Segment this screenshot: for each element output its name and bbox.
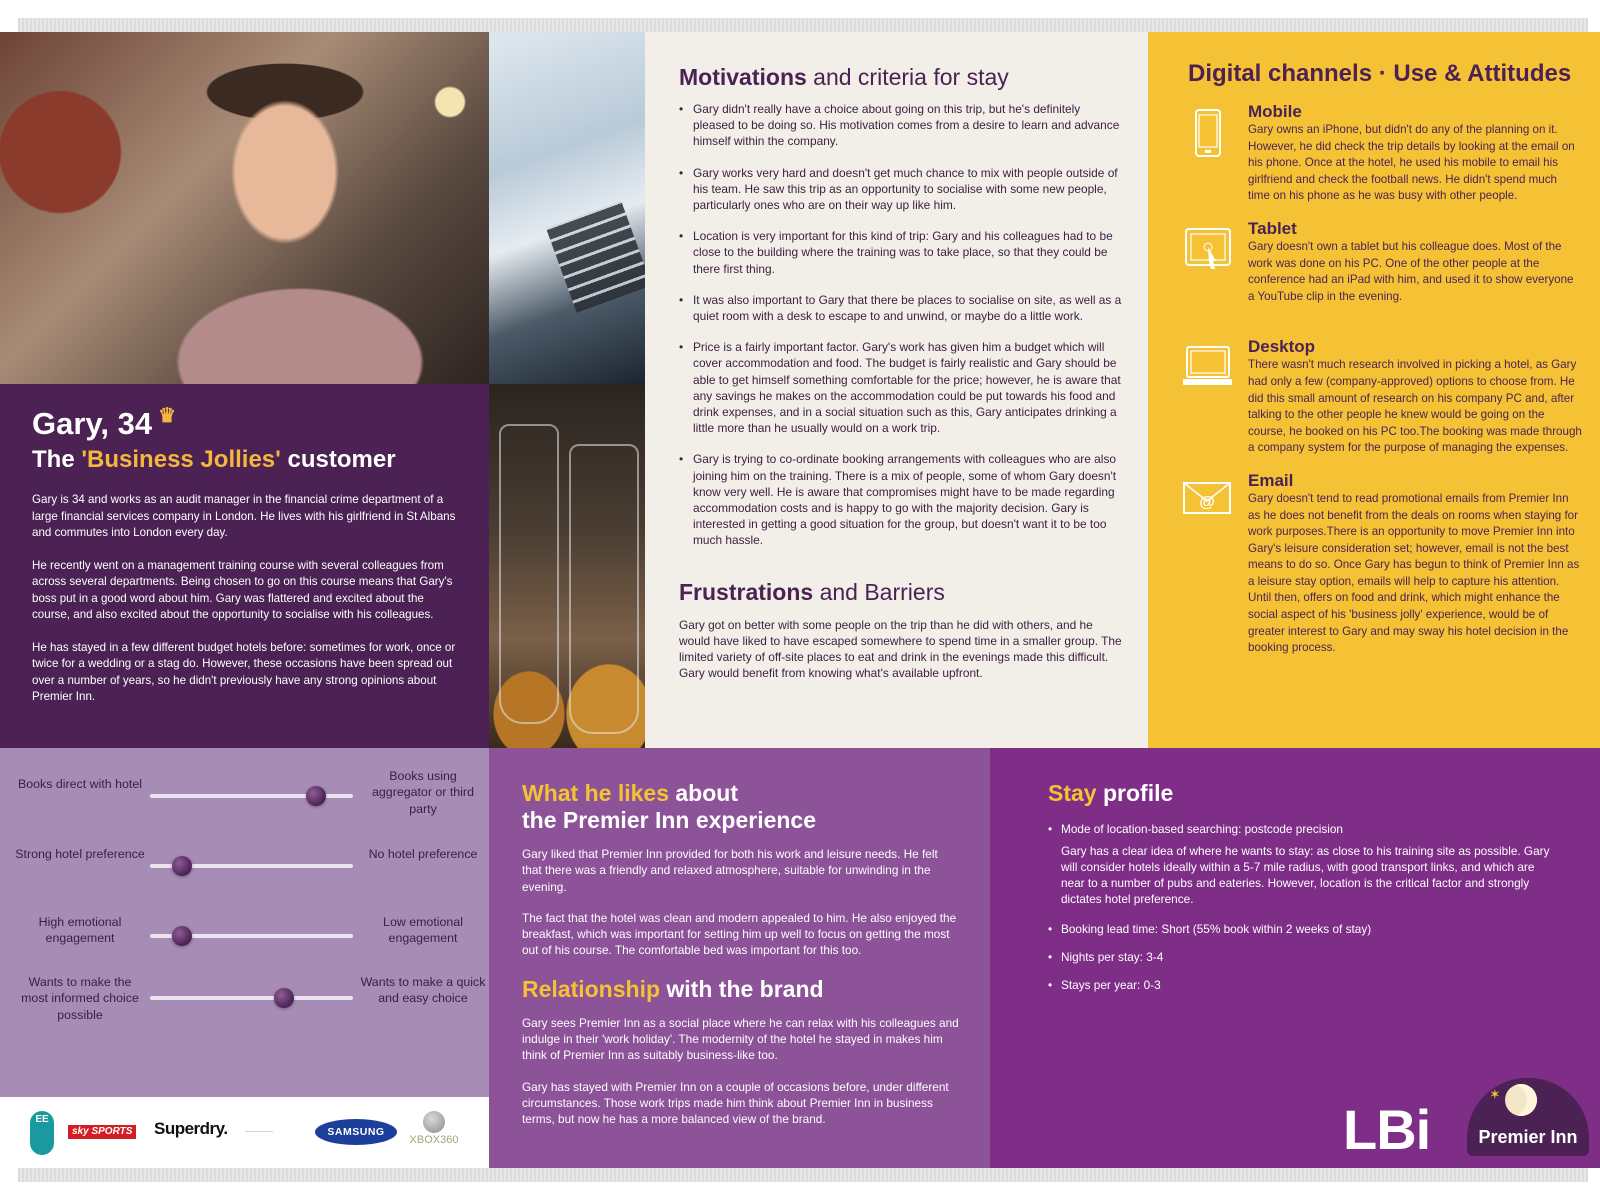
likes-paragraph: The fact that the hotel was clean and modern appealed to him. He also enjoyed the breakfast, which was important for setting him up well to focus on getting the most out of his course. The comfortable bed was important for this too. xyxy=(522,910,957,958)
relationship-paragraph: Gary has stayed with Premier Inn on a couple of occasions before, under different circumstances. Those work trips made him think about Premier Inn in business terms, but now he has a more balanced view of the brand. xyxy=(522,1079,949,1127)
motivations-heading-bold: Motivations xyxy=(679,64,807,90)
stay-heading xyxy=(1048,780,1550,807)
likes-heading-line2: the Premier Inn experience xyxy=(522,807,817,833)
frustrations-heading-bold: Frustrations xyxy=(679,578,814,605)
bio-paragraph: He has stayed in a few different budget hotels before: sometimes for work, once or twice for a wedding or a stag do. However, these occasions have been spread out over a number of years, so he didn't previously have any strong opinions about Premier Inn. xyxy=(32,640,456,703)
motivation-item: • Price is a fairly important factor. Gary's work has given him a budget which will cover accommodation and food. The budget is fairly realistic and Gary should be able to get himself something comfortable for the price; however, he is aware that any savings he makes on the accommodation could be put towards his food and drink expenses, and in a social situation such as this, Gary anticipates drinking a little more than he usually would on a work trip. xyxy=(679,339,1122,436)
motivations-list xyxy=(679,101,1122,549)
stay-heading-rest: profile xyxy=(1096,780,1174,806)
channel-title: Tablet xyxy=(1248,218,1297,238)
glass-outline xyxy=(499,424,559,724)
brand-logos-strip xyxy=(0,1097,489,1168)
relationship-paragraph: Gary sees Premier Inn as a social place where he can relax with his colleagues and indulge in their 'work holiday'. The modernity of the hotel he stayed in makes him think of Premier Inn as suitably business-like too. xyxy=(522,1015,959,1063)
channel-title: Desktop xyxy=(1248,337,1316,357)
premier-inn-logo-text: Premier Inn xyxy=(1478,1127,1578,1147)
stay-heading-highlight: Stay xyxy=(1048,780,1097,806)
preference-sliders-panel xyxy=(0,748,489,1097)
xbox-ball-icon xyxy=(423,1111,445,1133)
stay-bullet: • Booking lead time: Short (55% book within 2 weeks of stay) xyxy=(1048,921,1550,937)
motivation-item: • Gary didn't really have a choice about going on this trip, but he's definitely pleased to be doing so. His motivation comes from a desire to learn and advance himself within the company. xyxy=(679,101,1122,150)
slider-left-label: Books direct with hotel xyxy=(18,777,142,791)
stay-bullet: • Mode of location-based searching: postcode precision xyxy=(1048,821,1550,837)
slider-left-label: Wants to make the most informed choice possible xyxy=(21,975,139,1022)
digital-heading: Digital channels · Use & Attitudes xyxy=(1188,60,1572,87)
channel-desktop xyxy=(1188,337,1582,457)
tagline-suffix: customer xyxy=(280,446,396,473)
persona-name-row xyxy=(32,406,457,442)
top-edge-strip xyxy=(18,18,1588,32)
documents-photo xyxy=(489,32,645,384)
likes-paragraph: Gary liked that Premier Inn provided for both his work and leisure needs. He felt that there was a friendly and relaxed atmosphere, suitable for unwinding in the evening. xyxy=(522,847,938,894)
slider-row-choice xyxy=(0,974,489,1034)
bio-paragraph: Gary is 34 and works as an audit manager in the financial crime department of a large financial services company in London. He lives with his girlfriend in St Albans and commutes into London every day. xyxy=(32,493,456,539)
slider-right-label: Low emotional engagement xyxy=(383,915,463,946)
slider-left-label: Strong hotel preference xyxy=(15,847,145,861)
star-icon: ✶ xyxy=(1489,1086,1501,1102)
calculator-keypad xyxy=(546,201,652,313)
slider-right-label: Books using aggregator or third party xyxy=(372,769,474,816)
likes-heading-rest: about xyxy=(668,780,738,806)
mobile-icon xyxy=(1182,106,1232,168)
slider-row-preference xyxy=(0,842,489,902)
digital-channels-panel xyxy=(1148,32,1600,748)
slider-right-label: Wants to make a quick and easy choice xyxy=(360,975,486,1006)
persona-tagline xyxy=(32,446,457,474)
channel-text: There wasn't much research involved in picking a hotel, as Gary had only a few (company-approved) options to choose from. He did this small amount of research on his company PC and, after talking to the other people he knew would be going on the course, he booked on his PC too.The booking was made through a company system for the purpose of managing the expenses. xyxy=(1248,358,1582,455)
slider-knob[interactable] xyxy=(172,856,192,876)
bottom-edge-strip xyxy=(18,1168,1588,1182)
motivations-heading-rest: and criteria for stay xyxy=(806,64,1009,90)
tagline-highlight: 'Business Jollies' xyxy=(81,446,281,473)
svg-text:@: @ xyxy=(1199,493,1215,511)
slider-knob[interactable] xyxy=(306,786,326,806)
xbox-logo xyxy=(404,1111,464,1146)
motivations-heading xyxy=(679,64,1122,91)
slider-knob[interactable] xyxy=(172,926,192,946)
slider-row-booking xyxy=(0,769,489,832)
persona-bio-panel xyxy=(0,384,489,748)
tablet-icon xyxy=(1182,223,1232,285)
motivations-panel xyxy=(645,32,1148,748)
bio-paragraph: He recently went on a management training course with several colleagues from across several departments. Being chosen to go on this course means that Gary's boss put in a good word about him. Gary was flattered and excited about the course, and also excited about the opportunity to socialise with his colleagues. xyxy=(32,558,453,621)
relationship-heading xyxy=(522,976,960,1003)
likes-panel xyxy=(489,748,990,1168)
glass-outline xyxy=(569,444,639,734)
channel-mobile xyxy=(1188,102,1582,205)
channel-title: Email xyxy=(1248,470,1294,490)
channel-text: Gary owns an iPhone, but didn't do any of the planning on it. However, he did check the trip details by looking at the email on his phone. Once at the hotel, he used his mobile to email his girlfriend and check the football news. He didn't spend much time on his phone as he was busy with other people. xyxy=(1248,123,1575,203)
decorative-tagline: ──────── xyxy=(245,1129,274,1135)
slider-track xyxy=(150,996,353,1000)
slider-row-engagement xyxy=(0,912,489,972)
tagline-prefix: The xyxy=(32,446,82,473)
slider-right-label: No hotel preference xyxy=(368,847,478,861)
channel-text: Gary doesn't tend to read promotional emails from Premier Inn as he does not benefit from the deals on rooms when staying for work purposes.There is an opportunity to move Premier Inn into Gary's leisure consideration set; however, email is not the best means to do so. Once Gary has begun to think of Premier Inn as a leisure stay option, emails will help to capture his attention. Until then, offers on food and drink, which might enhance the social aspect of his 'business jolly' experience, would be of greater interest to Gary and may sway his hotel decision in the booking process. xyxy=(1248,491,1580,655)
xbox-logo-text: XBOX360 xyxy=(409,1134,459,1146)
samsung-logo: SAMSUNG xyxy=(315,1119,397,1145)
channel-email xyxy=(1188,471,1582,657)
beer-glasses-photo xyxy=(489,384,645,748)
moon-icon xyxy=(1505,1084,1537,1116)
relationship-heading-highlight: Relationship xyxy=(522,975,661,1002)
superdry-logo: Superdry. xyxy=(154,1119,228,1138)
slider-knob[interactable] xyxy=(274,988,294,1008)
motivation-item: • Gary works very hard and doesn't get much chance to mix with people outside of his team. He saw this trip as an opportunity to socialise with some new people, particularly ones who are on their way up like him. xyxy=(679,165,1122,214)
motivation-item: • Gary is trying to co-ordinate booking arrangements with colleagues who are also joining him on the training. There is a mix of people, some of whom Gary doesn't know very well. He is aware that compromises might have to be made regarding accommodation costs and is happy to go with the majority decision. Gary is interested in getting a good situation for the group, but doesn't want it to be too much hassle. xyxy=(679,451,1122,548)
frustrations-text: Gary got on better with some people on the trip than he did with others, and he would have liked to have escaped somewhere to spend time in a smaller group. The limited variety of off-site places to eat and drink in the evenings made this difficult. Gary would benefit from knowing what's available upfront. xyxy=(679,617,1122,681)
channel-text: Gary doesn't own a tablet but his colleague does. Most of the work was done on his PC. One of the other people at the conference had an iPad with him, and used it to show everyone a YouTube clip in the evening. xyxy=(1248,239,1574,303)
stay-bullet-detail: Gary has a clear idea of where he wants to stay: as close to his training site as possible. Gary will consider hotels ideally within a 5-7 mile radius, with good transport links, and which are near to a number of pubs and eateries. However, location is the critical factor and strongly dictates hotel preference. xyxy=(1061,844,1550,906)
desktop-icon xyxy=(1182,341,1232,403)
ee-logo: EE xyxy=(30,1111,54,1155)
frustrations-heading xyxy=(679,579,1122,606)
motivation-item: • It was also important to Gary that there be places to socialise on site, as well as a quiet room with a desk to escape to and unwind, or maybe do a little work. xyxy=(679,292,1122,324)
lbi-logo: LBi xyxy=(1343,1098,1431,1161)
likes-heading xyxy=(522,780,960,834)
portrait-photo xyxy=(0,32,489,384)
email-icon xyxy=(1182,475,1232,537)
slider-left-label: High emotional engagement xyxy=(38,915,122,946)
channel-title: Mobile xyxy=(1248,102,1302,121)
channel-tablet xyxy=(1188,219,1582,305)
crown-icon: ♛ xyxy=(158,405,177,427)
motivation-item: • Location is very important for this kind of trip: Gary and his colleagues had to be close to the building where the training was to take place, so that they could be there first thing. xyxy=(679,228,1122,277)
relationship-heading-rest: with the brand xyxy=(660,975,824,1002)
stay-bullet: • Nights per stay: 3-4 xyxy=(1048,949,1550,965)
stay-bullet: • Stays per year: 0-3 xyxy=(1048,977,1550,993)
persona-name: Gary, 34 xyxy=(32,406,153,441)
sky-sports-logo: sky SPORTS xyxy=(68,1125,136,1139)
likes-heading-highlight: What he likes xyxy=(522,780,669,806)
frustrations-heading-rest: and Barriers xyxy=(813,578,945,605)
